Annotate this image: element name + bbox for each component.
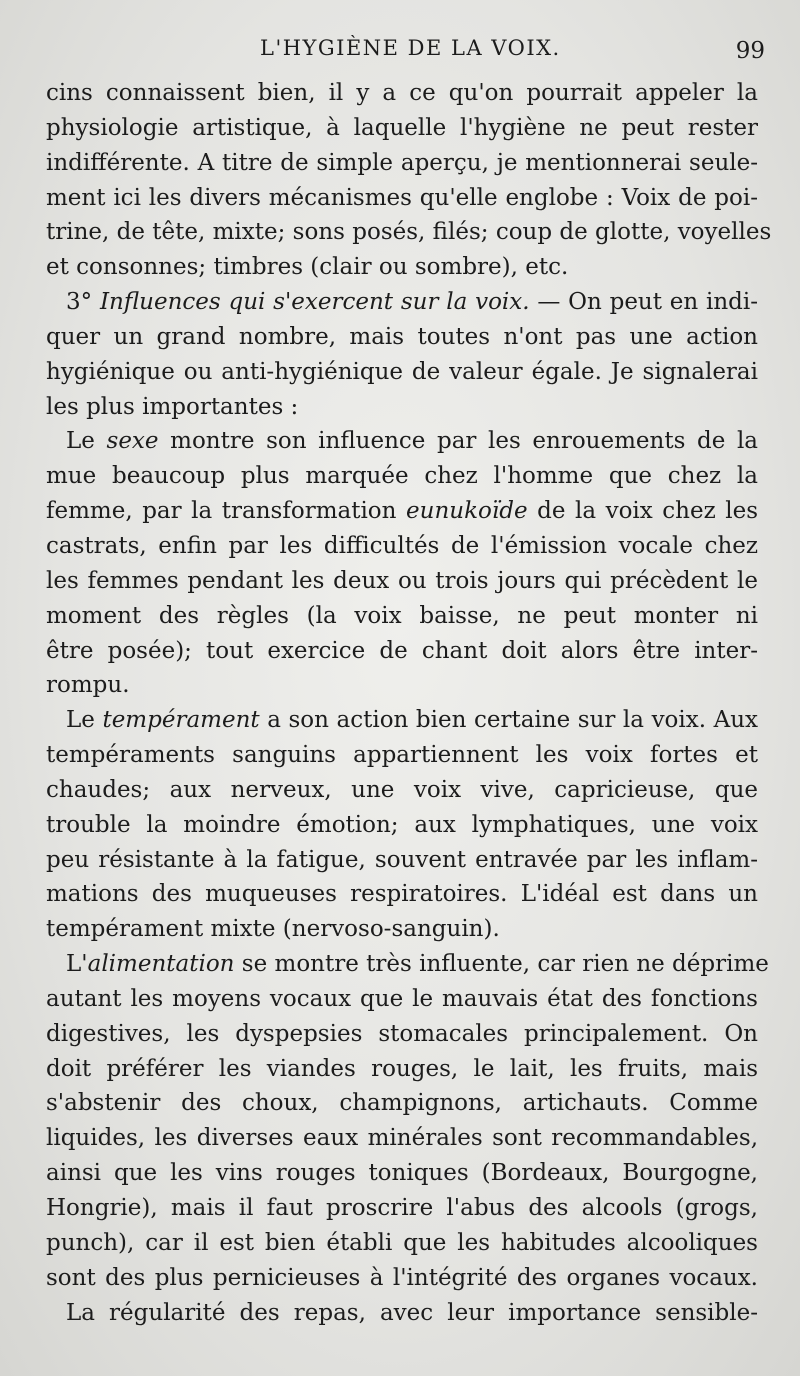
text-fragment: de la voix chez les <box>537 498 759 525</box>
text-line: La régularité des repas, avec leur importance sensible- <box>66 1299 758 1326</box>
text-line: trouble la moindre émotion; aux lymphatiques, une voix <box>46 811 758 838</box>
emphasis-eunukoide: eunukoïde <box>406 498 528 525</box>
text-line: hygiénique ou anti-hygiénique de valeur égale. Je signalerai <box>46 358 758 385</box>
text-line: chaudes; aux nerveux, une voix vive, capricieuse, que <box>46 776 758 803</box>
page-number: 99 <box>735 38 765 64</box>
text-line: être posée); tout exercice de chant doit alors être inter- <box>46 637 758 664</box>
text-line: mations des muqueuses respiratoires. L'idéal est dans un <box>46 881 758 908</box>
text-line: les femmes pendant les deux ou trois jours qui précèdent le <box>46 567 758 594</box>
text-fragment: L' <box>66 951 88 978</box>
emphasis-alimentation: alimentation <box>87 951 235 978</box>
text-line: mue beaucoup plus marquée chez l'homme que chez la <box>46 463 758 490</box>
text-fragment: Le <box>66 707 95 734</box>
text-line: sont des plus pernicieuses à l'intégrité des organes vocaux. <box>46 1264 758 1291</box>
text-line: tempéraments sanguins appartiennent les voix fortes et <box>46 742 758 769</box>
text-line: physiologie artistique, à laquelle l'hygiène ne peut rester <box>46 114 758 141</box>
paragraph-alimentation-first-line <box>46 947 769 982</box>
text-line: cins connaissent bien, il y a ce qu'on pourrait appeler la <box>46 80 758 106</box>
text-line: moment des règles (la voix baisse, ne peut monter ni <box>46 602 758 629</box>
text-fragment: a son action bien certaine sur la voix. Aux <box>267 707 758 734</box>
text-line: doit préférer les viandes rouges, le lait, les fruits, mais <box>46 1055 758 1082</box>
section-heading-line <box>46 285 758 320</box>
text-fragment: femme, par la transformation <box>46 498 397 525</box>
text-line: digestives, les dyspepsies stomacales principalement. On <box>46 1020 758 1047</box>
text-line: ment ici les divers mécanismes qu'elle englobe : Voix de poi- <box>46 184 758 211</box>
text-line: et consonnes; timbres (clair ou sombre), etc. <box>46 254 569 281</box>
section-heading-rest: — On peut en indi- <box>537 289 759 316</box>
emphasis-sexe: sexe <box>106 428 159 455</box>
emphasis-temperament: tempérament <box>102 707 260 734</box>
paragraph-temperament-first-line <box>46 703 758 738</box>
text-line: liquides, les diverses eaux minérales sont recommandables, <box>46 1125 758 1152</box>
text-line: autant les moyens vocaux que le mauvais état des fonctions <box>46 985 758 1012</box>
text-fragment: se montre très influente, car rien ne déprime <box>241 951 769 978</box>
text-fragment: montre son influence par les enrouements de la <box>170 428 759 455</box>
text-fragment: Le <box>66 428 95 455</box>
page-header <box>0 30 800 70</box>
text-line: ainsi que les vins rouges toniques (Bordeaux, Bourgogne, <box>46 1160 758 1187</box>
running-title: L'HYGIÈNE DE LA VOIX. <box>260 36 561 60</box>
text-line: punch), car il est bien établi que les habitudes alcooliques <box>46 1229 758 1256</box>
text-line: les plus importantes : <box>46 393 299 420</box>
paragraph-sexe-first-line <box>46 424 758 459</box>
text-line: rompu. <box>46 672 130 699</box>
text-line: peu résistante à la fatigue, souvent entravée par les inflam- <box>46 846 758 873</box>
text-line: tempérament mixte (nervoso-sanguin). <box>46 916 500 943</box>
text-line: quer un grand nombre, mais toutes n'ont pas une action <box>46 323 758 350</box>
text-line: s'abstenir des choux, champignons, artichauts. Comme <box>46 1090 758 1117</box>
text-line: indifférente. A titre de simple aperçu, je mentionnerai seule- <box>46 149 758 176</box>
body-text <box>46 76 772 1330</box>
text-line: Hongrie), mais il faut proscrire l'abus des alcools (grogs, <box>46 1195 758 1221</box>
text-line-eunukoide <box>46 494 758 529</box>
text-line: trine, de tête, mixte; sons posés, filés; coup de glotte, voyelles <box>46 219 772 246</box>
text-line: castrats, enfin par les difficultés de l'émission vocale chez <box>46 532 758 559</box>
section-heading: Influences qui s'exercent sur la voix. <box>99 289 530 316</box>
section-number: 3° <box>66 289 93 316</box>
